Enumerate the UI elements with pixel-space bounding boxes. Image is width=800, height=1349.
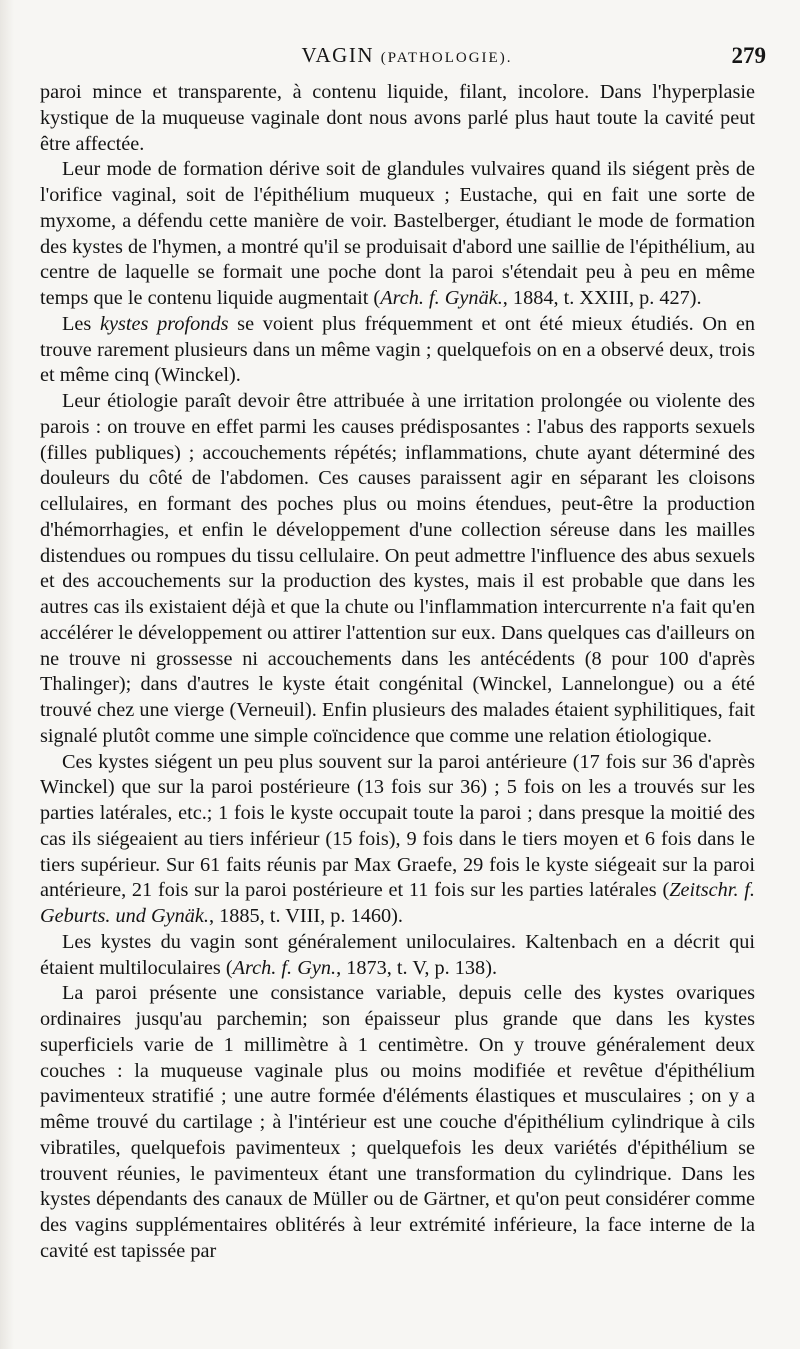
text-run: se voient plus fréquemment et ont été mieux étudiés. On en trouve rarement plusieurs dans un même vagin ; quelquefois on en a observé deux, trois et même cinq (Winckel).: [40, 312, 755, 387]
text-run: , 1885, t. VIII, p. 1460).: [208, 905, 403, 927]
page-number: 279: [731, 43, 766, 68]
text-run: Leur étiologie paraît devoir être attribuée à une irritation prolongée ou violente des parois : on trouve en effet parmi les causes prédisposantes : l'abus des rapports sexuels (filles publiques) ; accouchements répétés; inflammations, chute ayant déterminé des douleurs du côté de l'abdomen. Ces causes paraissent agir en séparant les cloisons cellulaires, en formant des poches plus ou moins étendues, peut-être la production d'hémorrhagies, et enfin le développement d'une collection séreuse dans les mailles distendues ou rompues du tissu cellulaire. On peut admettre l'influence des abus sexuels et des accouchements sur la production des kystes, mais il est probable que dans les autres cas ils existaient déjà et que la chute ou l'inflammation intercurrente n'a fait qu'en accélérer le développement ou attirer l'attention sur eux. Dans quelques cas d'ailleurs on ne trouve ni grossesse ni accouchements dans les antécédents (8 pour 100 d'après Thalinger); dans d'autres le kyste était congénital (Winckel, Lannelongue) ou a été trouvé chez une vierge (Verneuil). Enfin plusieurs des malades étaient syphilitiques, fait signalé plutôt comme une simple coïncidence que comme une relation étiologique.: [40, 390, 755, 747]
paragraph: [40, 750, 755, 930]
italic-citation: Zeitschr. f. Geburts. und Gynäk.: [40, 879, 756, 927]
paragraph: [40, 389, 755, 750]
text-run: Leur mode de formation dérive soit de glandules vulvaires quand ils siégent près de l'orifice vaginal, soit de l'épithélium muqueux ; Eustache, qui en fait une sorte de myxome, a défendu cette manière de voir. Bastelberger, étudiant le mode de formation des kystes de l'hymen, a montré qu'il se produisait d'abord une saillie de l'épithélium, au centre de laquelle se formait une poche dont la paroi s'étendait peu à peu en même temps que le contenu liquide augmentait (: [40, 158, 755, 309]
running-head: [40, 43, 774, 73]
body-text: [40, 80, 755, 1265]
paragraph: [40, 981, 755, 1264]
section-subtitle: (PATHOLOGIE).: [380, 50, 513, 66]
section-title: VAGIN: [301, 43, 374, 67]
paragraph: [40, 930, 755, 982]
text-run: Les: [62, 312, 100, 335]
text-run: Ces kystes siégent un peu plus souvent sur la paroi antérieure (17 fois sur 36 d'après Winckel) que sur la paroi postérieure (13 fois sur 36) ; 5 fois on les a trouvés sur les parties latérales, etc.; 1 fois le kyste occupait toute la paroi ; dans presque la moitié des cas ils siégeaient au tiers inférieur (15 fois), 9 fois dans le tiers moyen et 6 fois dans le tiers supérieur. Sur 61 faits réunis par Max Graefe, 29 fois le kyste siégeait sur la paroi antérieure, 21 fois sur la paroi postérieure et 11 fois sur les parties latérales (: [40, 750, 755, 902]
text-run: , 1873, t. V, p. 138).: [336, 956, 498, 979]
text-run: La paroi présente une consistance variable, depuis celle des kystes ovariques ordinaires jusqu'au parchemin; son épaisseur plus grande que dans les kystes superficiels varie de 1 millimètre à 1 centimètre. On y trouve généralement deux couches : la muqueuse vaginale plus ou moins modifiée et revêtue d'épithélium pavimenteux stratifié ; une autre formée d'éléments élastiques et musculaires ; on y a même trouvé du cartilage ; à l'intérieur est une couche d'épithélium cylindrique à cils vibratiles, quelquefois pavimenteux ; quelquefois les deux variétés d'épithélium se trouvent réunies, le pavimenteux étant une transformation du cylindrique. Dans les kystes dépendants des canaux de Müller ou de Gärtner, et qu'on peut considérer comme des vagins supplémentaires oblitérés à leur extrémité inférieure, la face interne de la cavité est tapissée par: [40, 982, 755, 1262]
text-run: Les kystes du vagin sont généralement uniloculaires. Kaltenbach en a décrit qui étaient multiloculaires (: [40, 930, 755, 979]
italic-citation: Arch. f. Gynäk.: [380, 287, 503, 309]
running-head-title: [40, 43, 774, 68]
italic-citation: Arch. f. Gyn.: [232, 956, 337, 979]
italic-citation: kystes profonds: [99, 312, 229, 335]
text-run: , 1884, t. XXIII, p. 427).: [502, 287, 702, 309]
paragraph: [40, 80, 755, 157]
page-gutter: [0, 0, 14, 1349]
paragraph: [40, 312, 755, 389]
text-run: paroi mince et transparente, à contenu liquide, filant, incolore. Dans l'hyperplasie kystique de la muqueuse vaginale dont nous avons parlé plus haut toute la cavité peut être affectée.: [40, 81, 755, 155]
paragraph: [40, 157, 755, 312]
